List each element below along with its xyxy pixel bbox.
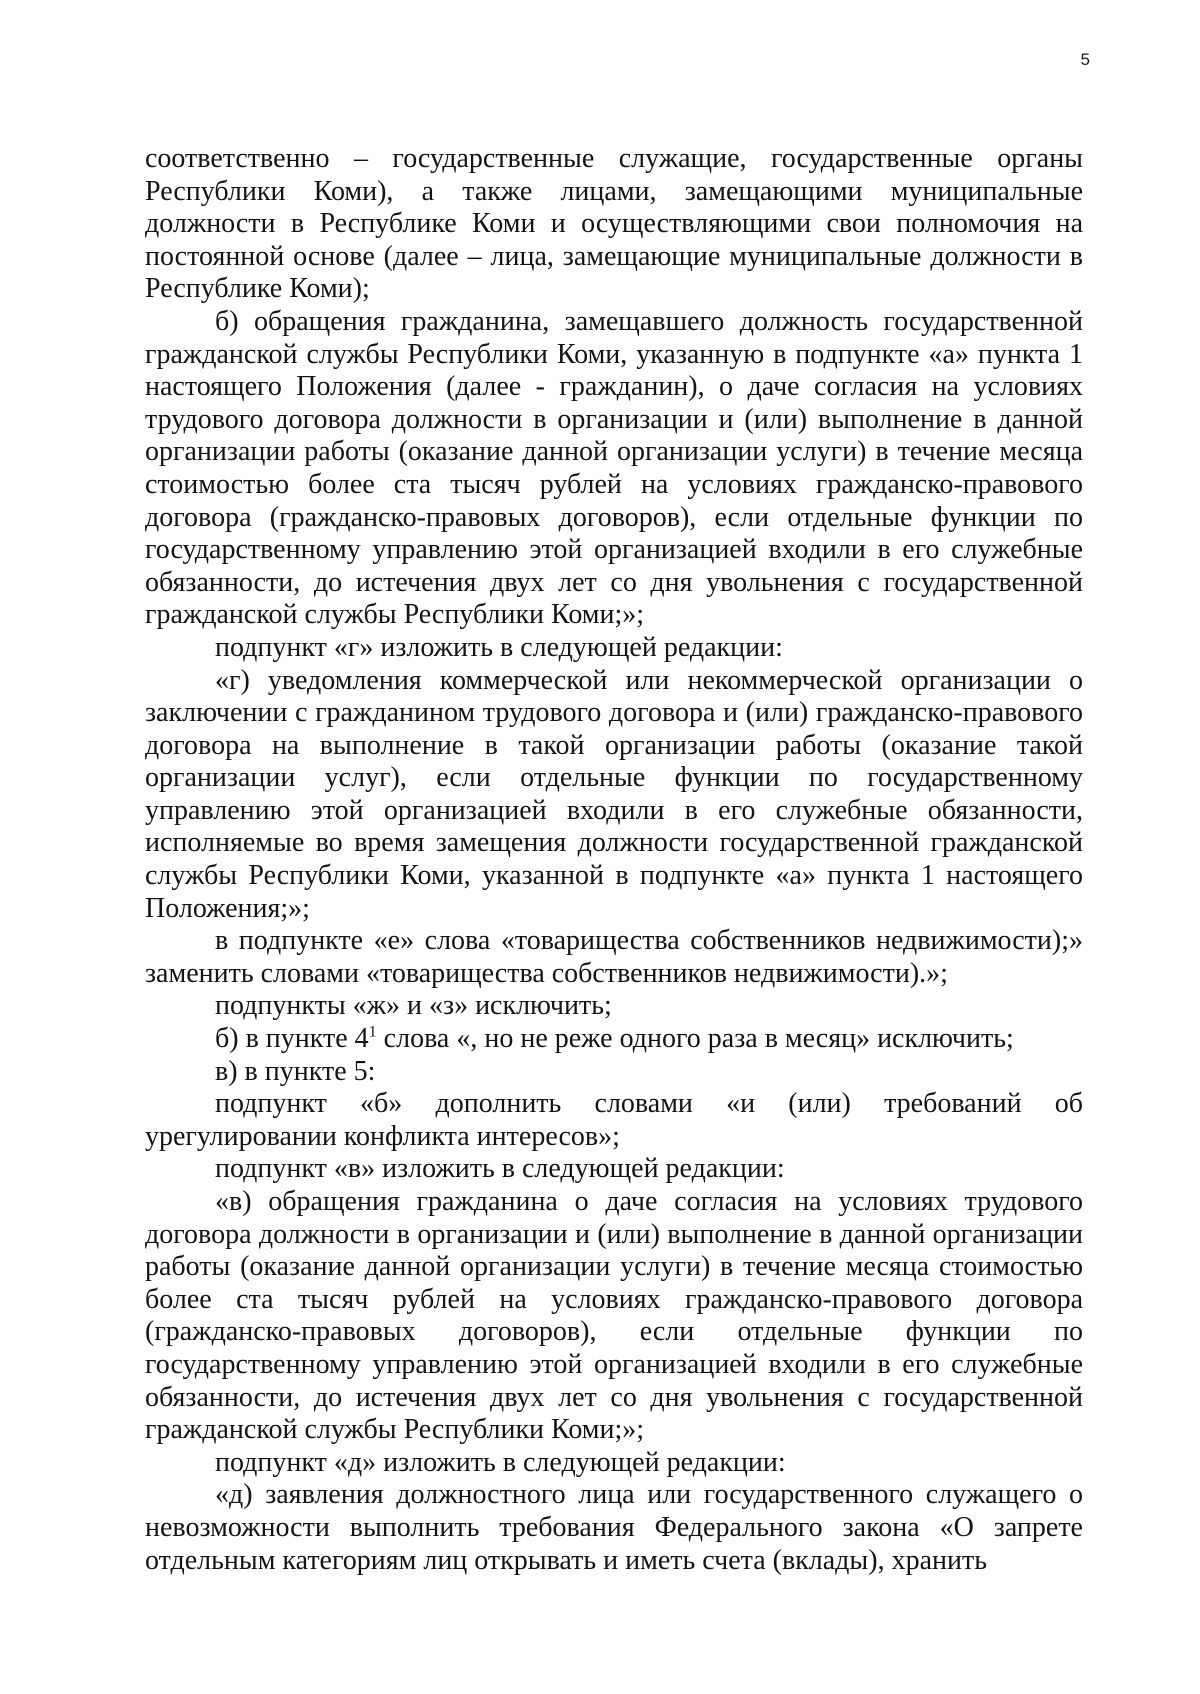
paragraph-7 <box>145 1023 1083 1056</box>
paragraph-8: в) в пункте 5: <box>215 1055 376 1087</box>
paragraph-12: подпункт «д» изложить в следующей редакции: <box>215 1446 786 1478</box>
paragraph-10: подпункт «в» изложить в следующей редакции: <box>215 1153 785 1185</box>
paragraph-4: «г) уведомления коммерческой или некоммерческой организации о заключении с гражданином трудового договора и (или) гражданско-правового договора на выполнение в такой организации работы (оказание такой организации услуг), если отдельные функции по государственному управлению этой организацией входили в его служебные обязанности, исполняемые во время замещения должности государственной гражданской службы Республики Коми, указанной в подпункте «а» пункта 1 настоящего Положения;»; <box>145 664 1083 924</box>
page-number: 5 <box>1080 50 1090 69</box>
paragraph-6: подпункты «ж» и «з» исключить; <box>215 990 612 1022</box>
paragraph-7-text: б) в пункте 4 <box>215 1023 369 1055</box>
body-text <box>145 143 1083 1577</box>
paragraph-7-text-end: слова «, но не реже одного раза в месяц» исключить; <box>376 1023 1014 1055</box>
paragraph-9: подпункт «б» дополнить словами «и (или) требований об урегулировании конфликта интересов»; <box>145 1088 1083 1152</box>
paragraph-5: в подпункте «е» слова «товарищества собственников недвижимости);» заменить словами «товарищества собственников недвижимости).»; <box>145 925 1083 989</box>
paragraph-3: подпункт «г» изложить в следующей редакции: <box>215 631 783 663</box>
paragraph-11: «в) обращения гражданина о даче согласия на условиях трудового договора должности в организации и (или) выполнение в данной организации работы (оказание данной организации услуги) в течение месяца стоимостью более ста тысяч рублей на условиях гражданско-правового договора (гражданско-правовых договоров), если отдельные функции по государственному управлению этой организацией входили в его служебные обязанности, до истечения двух лет со дня увольнения с государственной гражданской службы Республики Коми;»; <box>145 1186 1083 1446</box>
paragraph-1: соответственно – государственные служащие, государственные органы Республики Коми), а также лицами, замещающими муниципальные должности в Республике Коми и осуществляющими свои полномочия на постоянной основе (далее – лица, замещающие муниципальные должности в Республике Коми); <box>145 143 1083 305</box>
paragraph-2: б) обращения гражданина, замещавшего должность государственной гражданской службы Республики Коми, указанную в подпункте «а» пункта 1 настоящего Положения (далее - гражданин), о даче согласия на условиях трудового договора должности в организации и (или) выполнение в данной организации работы (оказание данной организации услуги) в течение месяца стоимостью более ста тысяч рублей на условиях гражданско-правового договора (гражданско-правовых договоров), если отдельные функции по государственному управлению этой организацией входили в его служебные обязанности, до истечения двух лет со дня увольнения с государственной гражданской службы Республики Коми;»; <box>145 305 1083 631</box>
paragraph-7-superscript: 1 <box>368 1023 377 1041</box>
paragraph-13: «д) заявления должностного лица или государственного служащего о невозможности выполнить требования Федерального закона «О запрете отдельным категориям лиц открывать и иметь счета (вклады), хранить <box>145 1479 1083 1576</box>
